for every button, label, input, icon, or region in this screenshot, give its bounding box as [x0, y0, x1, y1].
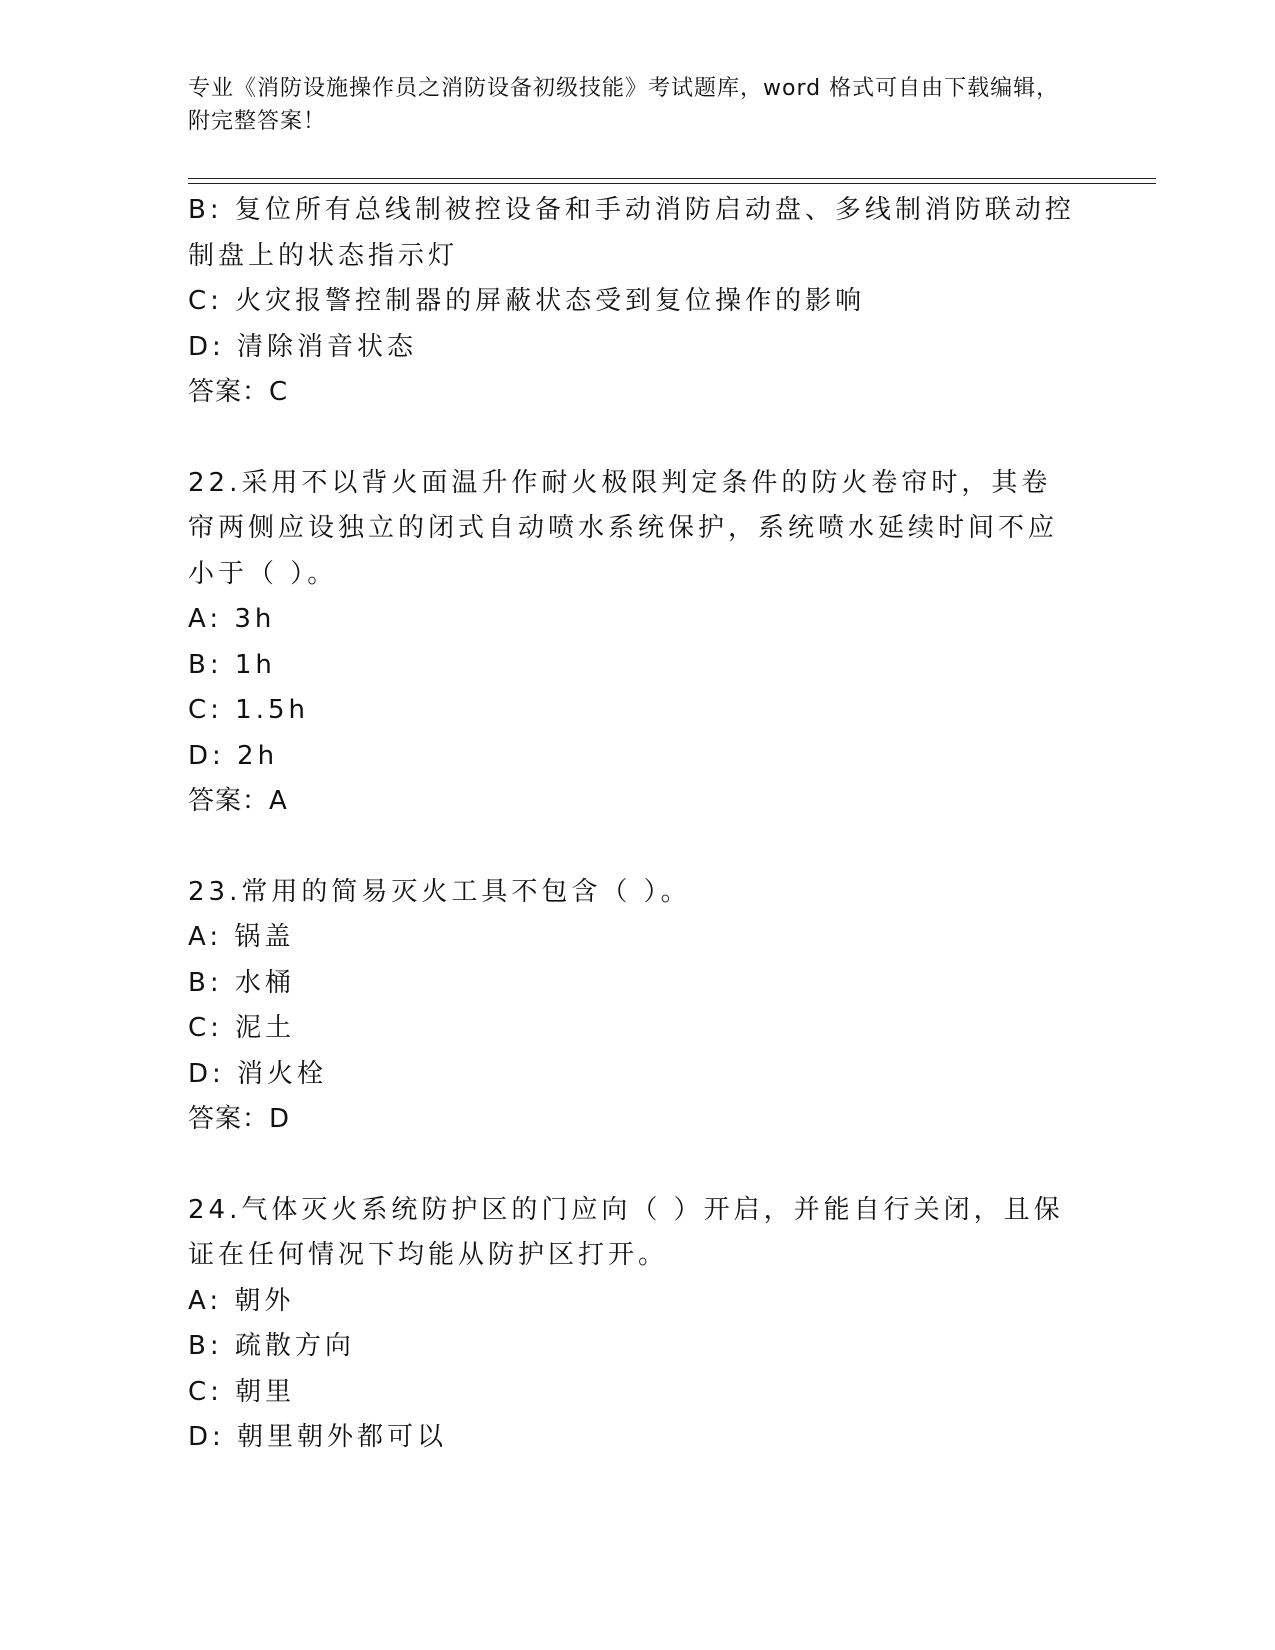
option-d: D: 朝里朝外都可以 [188, 1422, 448, 1452]
header-rule-top [188, 178, 1156, 179]
option-c: C: 1.5h [188, 695, 310, 725]
question-stem: 24.气体灭火系统防护区的门应向（ ）开启，并能自行关闭，且保证在任何情况下均能从防护区打开。 [188, 1194, 1064, 1270]
option-d: D: 消火栓 [188, 1058, 328, 1089]
question-stem: 22.采用不以背火面温升作耐火极限判定条件的防火卷帘时，其卷帘两侧应设独立的闭式自动喷水系统保护，系统喷水延续时间不应小于（ ）。 [188, 467, 1059, 589]
answer: 答案：D [188, 1104, 291, 1134]
question-22 [188, 461, 1088, 825]
question-21-tail [188, 188, 1088, 416]
question-list [188, 188, 1088, 1461]
answer: 答案：A [188, 786, 288, 816]
option-c: C: 火灾报警控制器的屏蔽状态受到复位操作的影响 [188, 286, 866, 316]
question-24 [188, 1188, 1088, 1461]
option-a: A: 朝外 [188, 1285, 295, 1316]
option-b: B: 复位所有总线制被控设备和手动消防启动盘、多线制消防联动控制盘上的状态指示灯 [188, 195, 1075, 271]
option-d: D: 清除消音状态 [188, 331, 418, 362]
option-c: C: 朝里 [188, 1376, 296, 1407]
option-a: A: 3h [188, 604, 276, 634]
header-text: 专业《消防设施操作员之消防设备初级技能》考试题库，word 格式可自由下载编辑，附完整答案！ [188, 76, 1060, 134]
spacer [188, 1143, 1088, 1188]
spacer [188, 825, 1088, 870]
question-23 [188, 870, 1088, 1143]
answer: 答案：C [188, 377, 289, 407]
option-c: C: 泥土 [188, 1013, 296, 1043]
document-header [188, 72, 1068, 138]
option-b: B: 水桶 [188, 967, 295, 998]
option-b: B: 疏散方向 [188, 1331, 355, 1361]
question-stem: 23.常用的简易灭火工具不包含（ ）。 [188, 876, 691, 907]
option-b: B: 1h [188, 649, 276, 680]
header-rule-bottom [188, 183, 1156, 184]
option-a: A: 锅盖 [188, 922, 295, 952]
spacer [188, 416, 1088, 461]
option-d: D: 2h [188, 740, 279, 771]
